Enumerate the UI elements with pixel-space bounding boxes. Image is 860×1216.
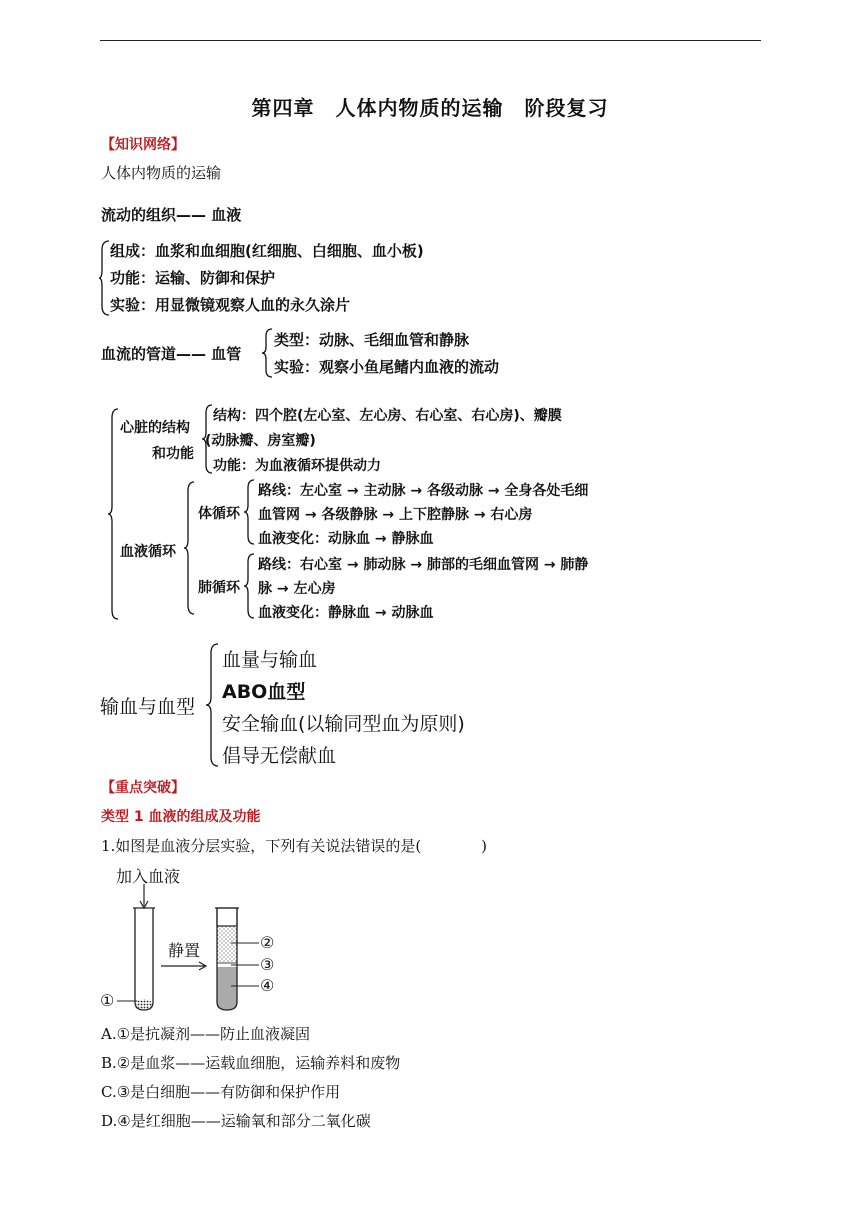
heart-item: (动脉瓣、房室瓣) <box>205 433 316 449</box>
figure-settle-label: 静置 <box>168 941 201 960</box>
heart-item: 功能：为血液循环提供动力 <box>213 458 381 474</box>
section-key-points: 【重点突破】 <box>101 780 185 796</box>
pulmonary-brace <box>244 553 256 619</box>
pulmonary-label: 肺循环 <box>198 580 240 596</box>
pulmonary-item: 血液变化：静脉血 → 动脉血 <box>258 605 434 621</box>
blood-item: 实验：用显微镜观察人血的永久涂片 <box>110 296 351 314</box>
option-d: D.④是红细胞——运输氧和部分二氧化碳 <box>101 1112 371 1130</box>
left-test-tube <box>135 908 153 1010</box>
transfusion-label: 输血与血型 <box>100 696 196 718</box>
transfusion-brace <box>206 643 220 767</box>
heart-item: 结构：四个腔(左心室、左心房、右心室、右心房)、瓣膜 <box>213 408 562 424</box>
heart-label: 心脏的结构 <box>120 420 190 436</box>
vessels-item: 实验：观察小鱼尾鳍内血液的流动 <box>274 358 500 376</box>
option-b: B.②是血浆——运载血细胞，运输养料和废物 <box>101 1054 401 1072</box>
figure-mark-4: ④ <box>260 976 275 995</box>
option-c: C.③是白细胞——有防御和保护作用 <box>101 1083 341 1101</box>
figure-mark-1: ① <box>100 991 115 1010</box>
pulmonary-item: 路线：右心室 → 肺动脉 → 肺部的毛细血管网 → 肺静 <box>258 557 589 573</box>
blood-item: 功能：运输、防御和保护 <box>110 269 276 287</box>
heart-circulation-brace <box>108 408 120 620</box>
figure-mark-3: ③ <box>260 955 275 974</box>
blood-item: 组成：血浆和血细胞(红细胞、白细胞、血小板) <box>110 242 424 260</box>
transfusion-item: 安全输血(以输同型血为原则) <box>222 713 465 735</box>
transfusion-item: 血量与输血 <box>222 649 318 671</box>
vessels-label: 血流的管道—— 血管 <box>101 345 242 363</box>
blood-label: 流动的组织—— 血液 <box>101 206 242 224</box>
option-a: A.①是抗凝剂——防止血液凝固 <box>101 1025 311 1043</box>
vessels-brace <box>262 328 274 378</box>
systemic-item: 血液变化：动脉血 → 静脉血 <box>258 531 434 547</box>
page-title: 第四章 人体内物质的运输 阶段复习 <box>251 96 609 120</box>
section-knowledge-network: 【知识网络】 <box>101 137 185 153</box>
heart-label: 和功能 <box>152 446 194 462</box>
transfusion-item: ABO血型 <box>222 681 306 703</box>
systemic-item: 血管网 → 各级静脉 → 上下腔静脉 → 右心房 <box>258 507 533 523</box>
systemic-label: 体循环 <box>198 506 240 522</box>
pulmonary-item: 脉 → 左心房 <box>258 581 336 597</box>
header-rule <box>100 40 761 41</box>
question-type-heading: 类型 1 血液的组成及功能 <box>101 809 261 825</box>
question-stem: 1.如图是血液分层实验，下列有关说法错误的是( ) <box>101 837 488 855</box>
circulation-label: 血液循环 <box>120 544 176 560</box>
transfusion-item: 倡导无偿献血 <box>222 745 337 767</box>
network-root: 人体内物质的运输 <box>101 164 222 182</box>
systemic-brace <box>244 479 256 545</box>
figure-mark-2: ② <box>260 933 275 952</box>
figure-add-blood-label: 加入血液 <box>116 867 181 886</box>
blood-layer-figure <box>95 880 295 1015</box>
systemic-item: 路线：左心室 → 主动脉 → 各级动脉 → 全身各处毛细 <box>258 483 589 499</box>
circulation-brace <box>184 481 196 615</box>
vessels-item: 类型：动脉、毛细血管和静脉 <box>274 331 470 349</box>
